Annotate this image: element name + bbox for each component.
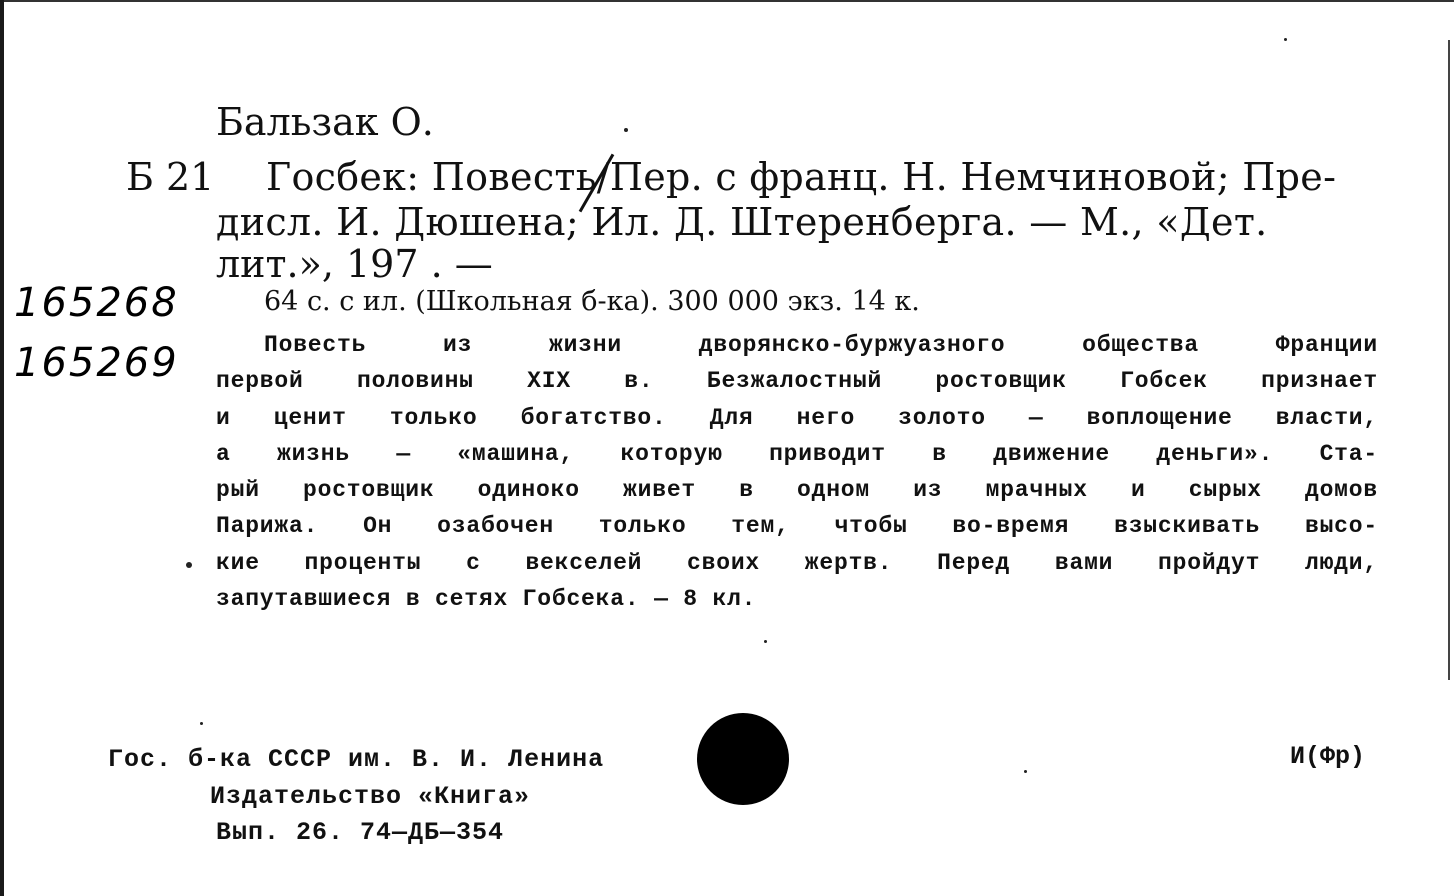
inventory-number-1: 165268 (14, 280, 179, 326)
issue-code: Вып. 26. 74—ДБ—354 (216, 818, 505, 847)
inventory-number-2: 165269 (14, 340, 179, 386)
paper-speck (200, 722, 203, 725)
annotation-line: первой половины XIX в. Безжалостный ростовщик Гобсек признает (216, 368, 1378, 395)
paper-speck (1024, 770, 1027, 773)
paper-speck (1284, 38, 1287, 41)
card-top-edge (0, 0, 1454, 2)
annotation-line: а жизнь — «машина, которую приводит в движение деньги». Ста- (216, 440, 1378, 467)
annotation-line: Повесть из жизни дворянско-буржуазного общества Франции (264, 332, 1378, 358)
card-left-edge (0, 0, 4, 896)
annotation-line: и ценит только богатство. Для него золото — воплощение власти, (216, 404, 1378, 431)
punch-hole (697, 713, 789, 805)
annotation-line: Парижа. Он озабочен только тем, чтобы во-время взыскивать высо- (216, 513, 1378, 540)
library-name: Гос. б-ка СССР им. В. И. Ленина (108, 745, 605, 774)
annotation-line: рый ростовщик одиноко живет в одном из мрачных и сырых домов (216, 477, 1378, 504)
paper-speck (186, 562, 192, 568)
physical-description: 64 с. с ил. (Школьная б-ка). 300 000 экз. 14 к. (264, 286, 920, 317)
annotation-line: запутавшиеся в сетях Гобсека. — 8 кл. (216, 586, 757, 613)
annotation-line: кие проценты с векселей своих жертв. Перед вами пройдут люди, (216, 549, 1378, 576)
annotation-block (216, 327, 1378, 617)
title-line-3: лит.», 197 . — (216, 242, 493, 286)
paper-speck (764, 640, 767, 643)
classification-mark: И(Фр) (1290, 742, 1366, 771)
title-line-2: дисл. И. Дюшена; Ил. Д. Штеренберга. — М., «Дет. (216, 200, 1268, 244)
author-heading: Бальзак О. (216, 100, 434, 144)
call-number: Б 21 (126, 155, 215, 199)
paper-speck (624, 128, 628, 132)
title-line-1: Госбек: Повесть/Пер. с франц. Н. Немчиновой; Пре- (266, 155, 1337, 199)
publisher-name: Издательство «Книга» (210, 782, 531, 811)
card-right-edge (1448, 40, 1450, 680)
